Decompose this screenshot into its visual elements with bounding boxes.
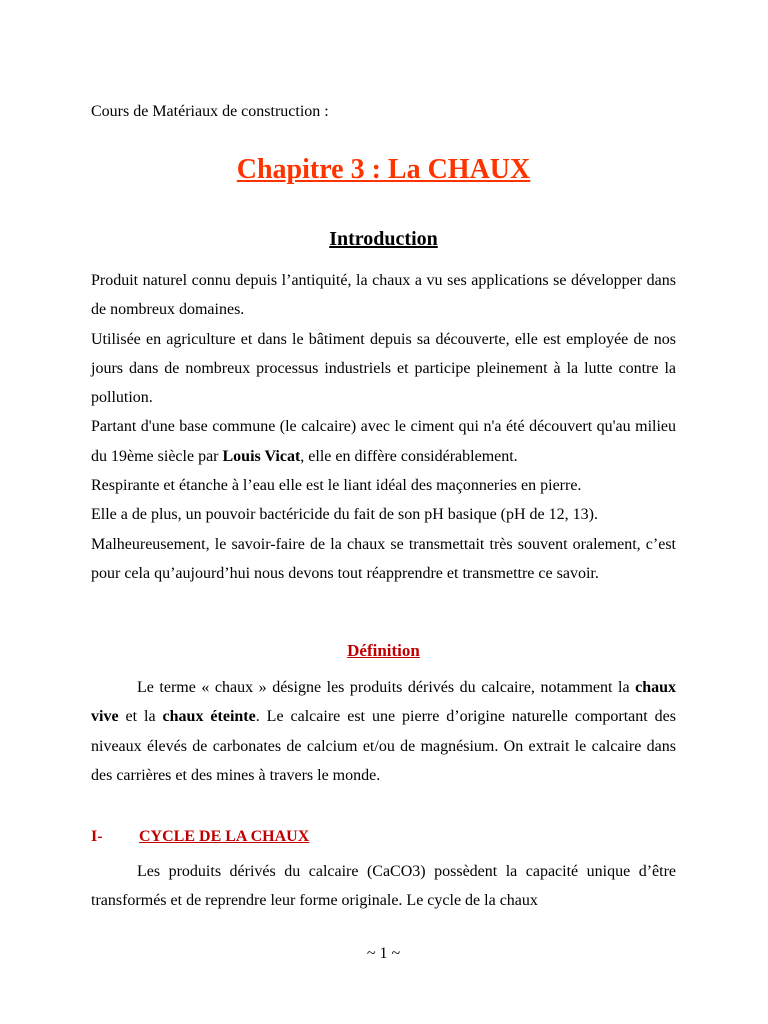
definition-body (91, 673, 676, 790)
chapter-title: Chapitre 3 : La CHAUX (236, 154, 531, 185)
section-1-title: CYCLE DE LA CHAUX (139, 828, 310, 845)
definition-text-2: et la (118, 708, 163, 726)
intro-p3-text-a: Partant d'une base commune (le calcaire) avec le ciment qui n'a été découvert qu'au milieu du 19ème siècle par (91, 418, 676, 465)
page-number: ~ 1 ~ (366, 945, 401, 962)
intro-paragraph-6: Malheureusement, le savoir-faire de la chaux se transmettait très souvent oralement, c’est pour cela qu’aujourd’hui nous devons tout réapprendre et transmettre ce savoir. (91, 535, 676, 582)
course-header: Cours de Matériaux de construction : (91, 103, 329, 120)
chaux-vive-term: chaux vive (91, 679, 676, 726)
definition-text-3: . Le calcaire est une pierre d’origine naturelle comportant des niveaux élevés de carbonates de calcium et/ou de magnésium. On extrait le calcaire dans des carrières et des mines à travers le monde. (91, 708, 677, 784)
intro-paragraph-2: Utilisée en agriculture et dans le bâtiment depuis sa découverte, elle est employée de nos jours dans de nombreux processus industriels et participe pleinement à la lutte contre la pollution. (91, 330, 676, 407)
intro-p3-text-b: , elle en diffère considérablement. (300, 447, 518, 465)
section-1-paragraph: Les produits dérivés du calcaire (CaCO3) possèdent la capacité unique d’être transformés et de reprendre leur forme originale. Le cycle de la chaux (91, 863, 676, 910)
section-1-heading (91, 825, 676, 849)
introduction-body (91, 266, 676, 588)
chaux-eteinte-term: chaux éteinte (162, 708, 256, 726)
intro-paragraph-1: Produit naturel connu depuis l’antiquité, la chaux a vu ses applications se développer dans de nombreux domaines. (91, 272, 676, 319)
intro-paragraph-3 (91, 412, 676, 471)
definition-paragraph (91, 673, 676, 790)
definition-text-1: Le terme « chaux » désigne les produits dérivés du calcaire, notamment la (137, 679, 636, 696)
introduction-heading: Introduction (329, 228, 438, 250)
section-1-body (91, 857, 676, 916)
louis-vicat-name: Louis Vicat (222, 447, 301, 465)
definition-heading: Définition (347, 641, 420, 660)
intro-paragraph-5: Elle a de plus, un pouvoir bactéricide du fait de son pH basique (pH de 12, 13). (91, 506, 598, 524)
section-1-number: I- (91, 828, 103, 845)
intro-paragraph-4: Respirante et étanche à l’eau elle est le liant idéal des maçonneries en pierre. (91, 477, 582, 495)
